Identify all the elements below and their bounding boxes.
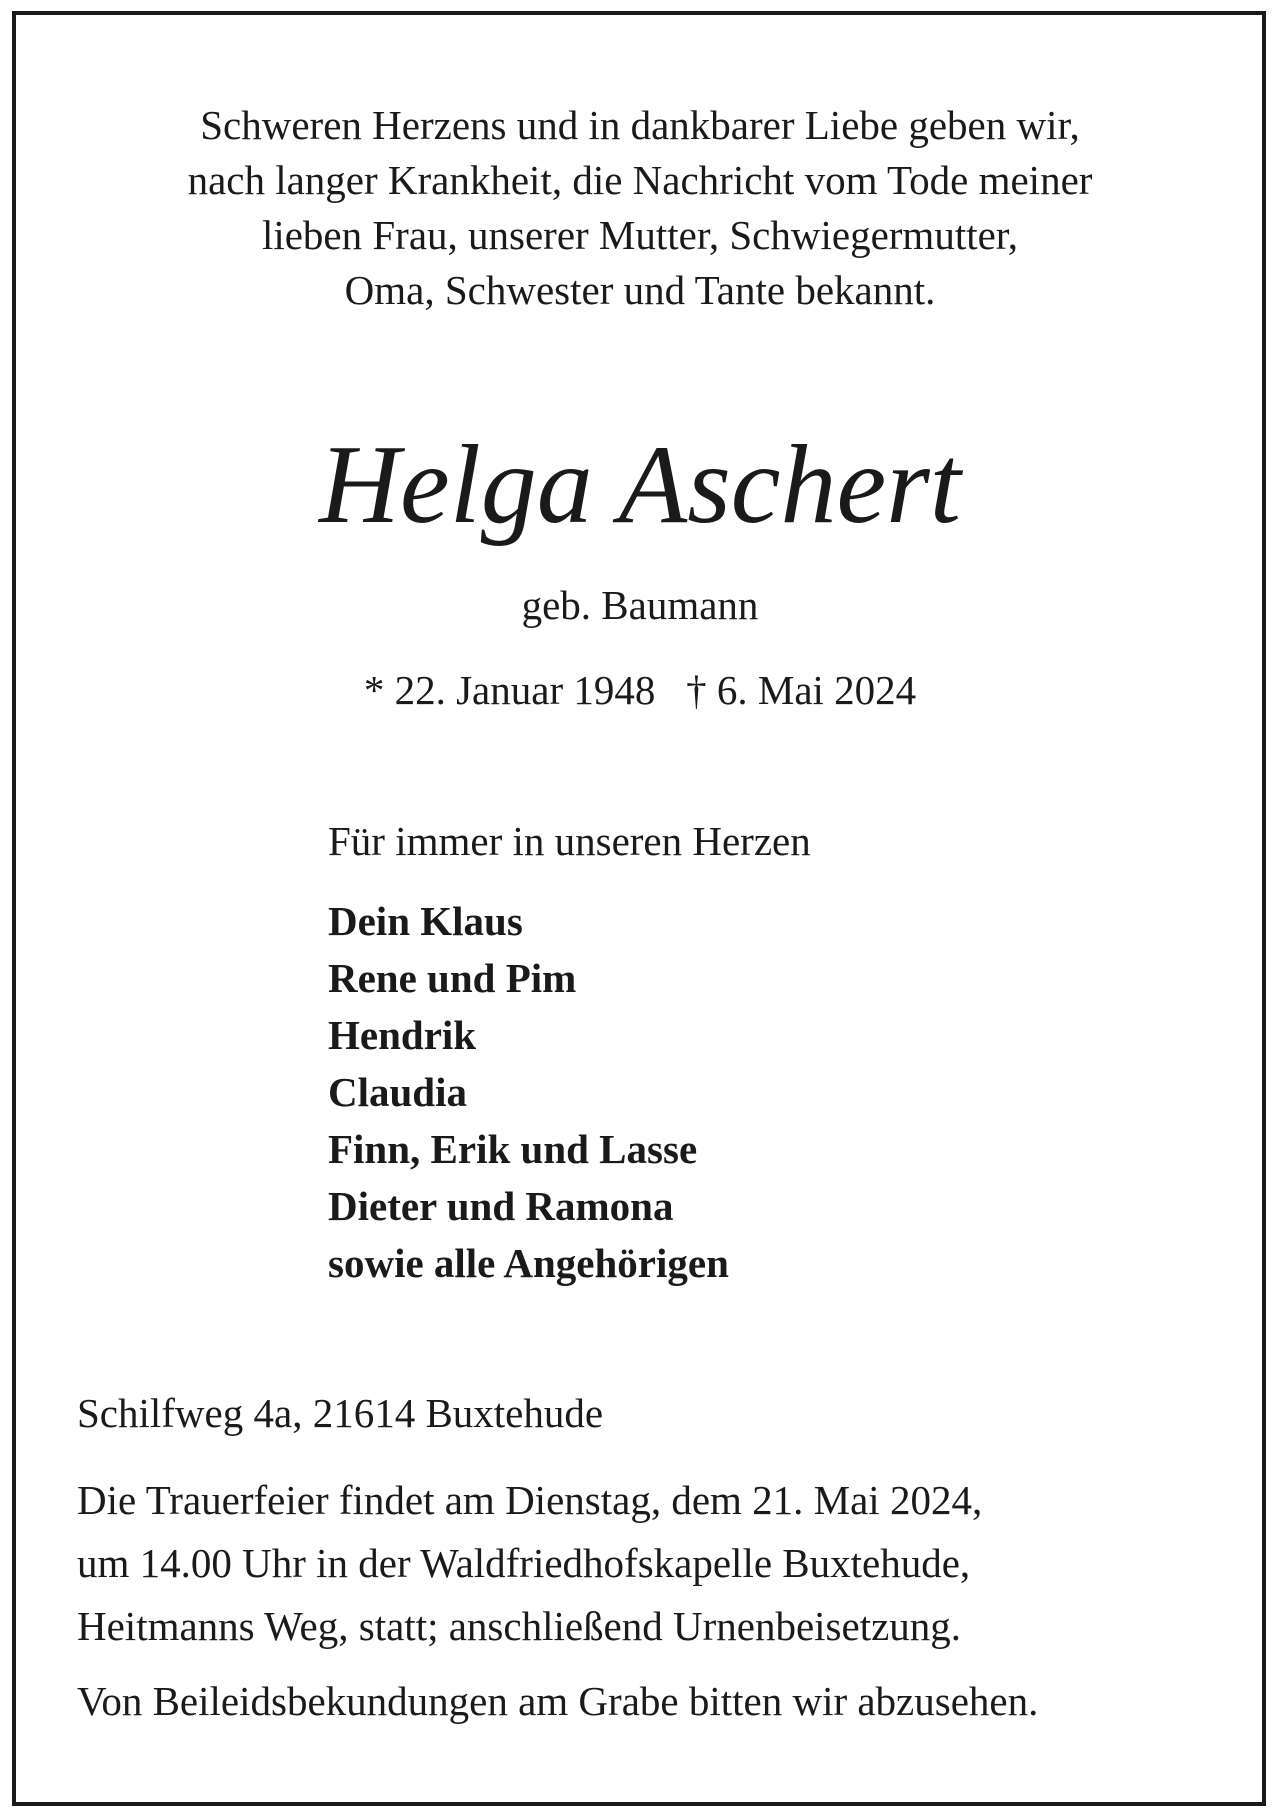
mourner-entry: Finn, Erik und Lasse [328, 1126, 698, 1172]
intro-line: lieben Frau, unserer Mutter, Schwiegermutter, [261, 212, 1019, 258]
birth-date: * 22. Januar 1948 [363, 667, 656, 713]
ceremony-line: Heitmanns Weg, statt; anschließend Urnenbeisetzung. [77, 1603, 962, 1649]
address: Schilfweg 4a, 21614 Buxtehude [77, 1390, 604, 1436]
life-dates [0, 665, 1280, 715]
intro-line: nach langer Krankheit, die Nachricht vom Tode meiner [187, 157, 1093, 203]
mourner-entry: sowie alle Angehörigen [328, 1240, 729, 1286]
mourner-entry: Dein Klaus [328, 898, 523, 944]
intro-line: Schweren Herzens und in dankbarer Liebe geben wir, [200, 102, 1080, 148]
mourner-entry: Hendrik [328, 1012, 477, 1058]
mourner-entry: Dieter und Ramona [328, 1183, 674, 1229]
ceremony-details [77, 1469, 982, 1658]
maiden-name: geb. Baumann [521, 582, 759, 628]
ceremony-line: Die Trauerfeier findet am Dienstag, dem 21. Mai 2024, [77, 1477, 983, 1523]
intro-text [0, 98, 1280, 318]
mourner-entry: Rene und Pim [328, 955, 577, 1001]
deceased-name: Helga Aschert [319, 423, 961, 547]
condolence-note: Von Beileidsbekundungen am Grabe bitten wir abzusehen. [77, 1678, 1039, 1724]
ceremony-line: um 14.00 Uhr in der Waldfriedhofskapelle Buxtehude, [77, 1540, 971, 1586]
motto: Für immer in unseren Herzen [328, 818, 811, 864]
intro-line: Oma, Schwester und Tante bekannt. [344, 267, 936, 313]
mourners-list [328, 893, 729, 1292]
mourner-entry: Claudia [328, 1069, 467, 1115]
death-date: † 6. Mai 2024 [686, 667, 917, 713]
